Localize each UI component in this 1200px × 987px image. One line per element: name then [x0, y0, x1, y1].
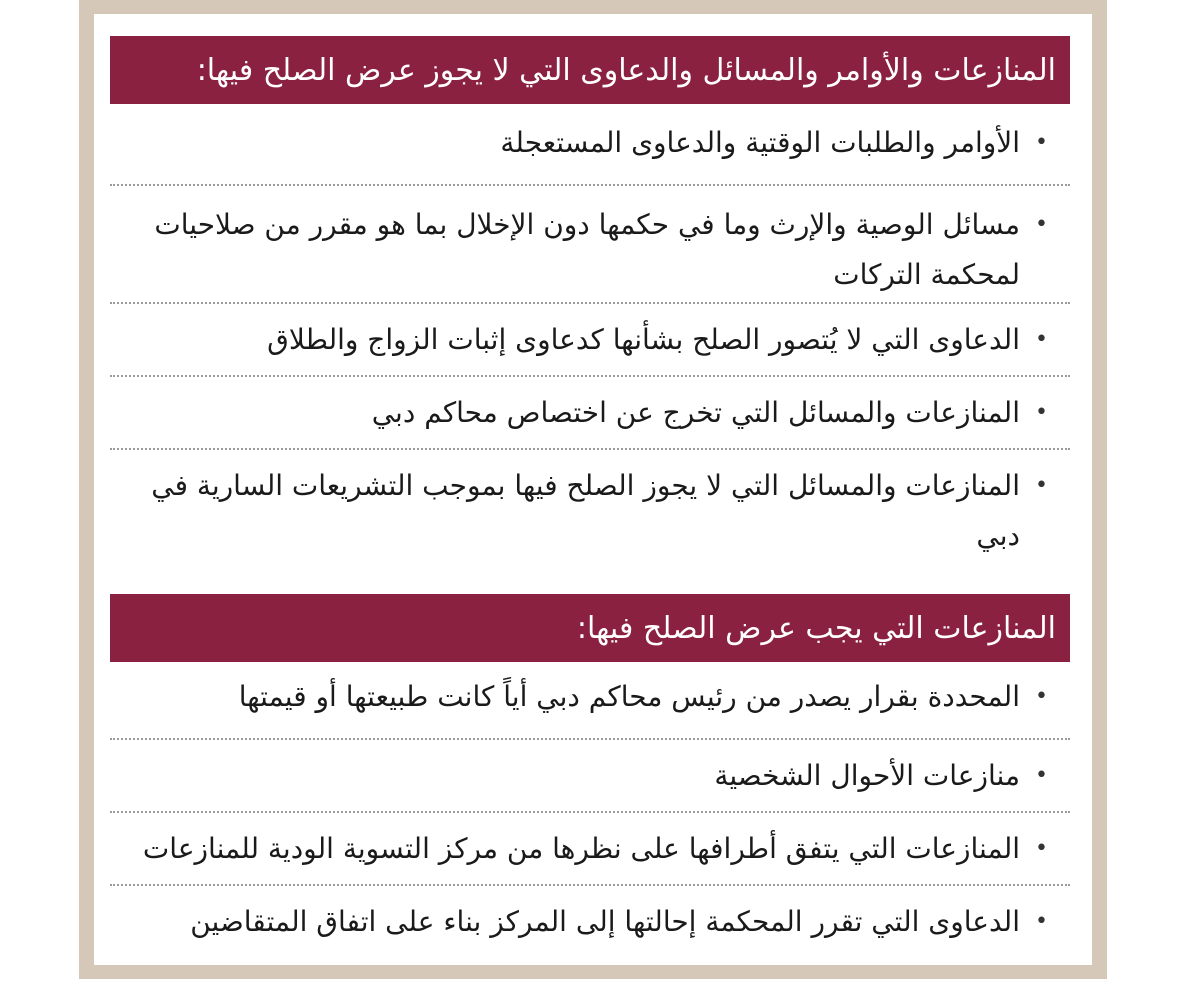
bullet-icon: •: [1035, 400, 1048, 425]
list-item: [110, 450, 1070, 562]
list-item-text: المنازعات والمسائل التي تخرج عن اختصاص محاكم دبي: [371, 396, 1020, 429]
item-list: [110, 104, 1070, 562]
section-prohibited: [110, 36, 1070, 562]
section-header: [110, 36, 1070, 104]
list-item: [110, 377, 1070, 450]
list-item: [110, 662, 1070, 740]
section-title: المنازعات والأوامر والمسائل والدعاوى التي لا يجوز عرض الصلح فيها:: [196, 52, 1056, 88]
list-item-text: المنازعات التي يتفق أطرافها على نظرها من مركز التسوية الودية للمنازعات: [142, 832, 1020, 865]
list-item-text: الأوامر والطلبات الوقتية والدعاوى المستعجلة: [500, 126, 1020, 159]
list-item-text: المنازعات والمسائل التي لا يجوز الصلح فيها بموجب التشريعات السارية في دبي: [151, 469, 1020, 552]
bullet-icon: •: [1035, 130, 1048, 155]
list-item: [110, 304, 1070, 377]
list-item-text: منازعات الأحوال الشخصية: [714, 759, 1020, 792]
section-title: المنازعات التي يجب عرض الصلح فيها:: [576, 610, 1056, 646]
section-header: [110, 594, 1070, 662]
list-item: [110, 186, 1070, 304]
bullet-icon: •: [1035, 684, 1048, 709]
list-item: [110, 886, 1070, 956]
list-item-text: مسائل الوصية والإرث وما في حكمها دون الإخلال بما هو مقرر من صلاحيات لمحكمة التركات: [154, 208, 1020, 291]
list-item-text: الدعاوى التي تقرر المحكمة إحالتها إلى المركز بناء على اتفاق المتقاضين: [190, 905, 1020, 938]
item-list: [110, 662, 1070, 956]
list-item: [110, 104, 1070, 186]
bullet-icon: •: [1035, 327, 1048, 352]
section-mandatory: [110, 594, 1070, 956]
content-card: [94, 14, 1092, 965]
bullet-icon: •: [1035, 836, 1048, 861]
list-item-text: الدعاوى التي لا يُتصور الصلح بشأنها كدعاوى إثبات الزواج والطلاق: [267, 323, 1020, 356]
list-item: [110, 740, 1070, 813]
bullet-icon: •: [1035, 763, 1048, 788]
bullet-icon: •: [1035, 212, 1048, 237]
bullet-icon: •: [1035, 909, 1048, 934]
list-item: [110, 813, 1070, 886]
bullet-icon: •: [1035, 473, 1048, 498]
list-item-text: المحددة بقرار يصدر من رئيس محاكم دبي أياً كانت طبيعتها أو قيمتها: [238, 680, 1020, 713]
